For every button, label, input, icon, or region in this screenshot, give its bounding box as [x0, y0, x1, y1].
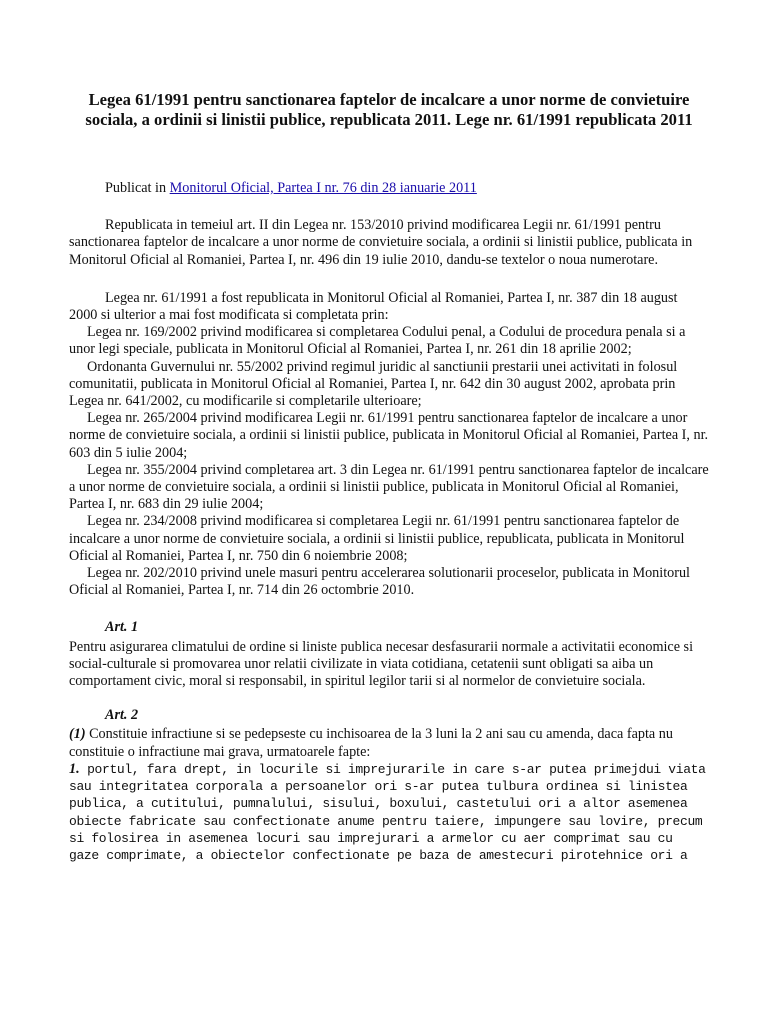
amendment-item: Legea nr. 234/2008 privind modificarea si completarea Legii nr. 61/1991 pentru sanctionarea faptelor de incalcare a unor norme de convietuire sociala, a ordinii si linistii publice, republicata, publicata in Monitorul Oficial al Romaniei, Partea I, nr. 750 din 6 noiembrie 2008;: [69, 513, 685, 564]
article-2-paragraph-1: [69, 726, 709, 760]
article-1-heading: Art. 1: [105, 619, 139, 636]
published-line: [69, 180, 709, 197]
amendment-item: Legea nr. 265/2004 privind modificarea Legii nr. 61/1991 pentru sanctionarea faptelor de incalcare a unor norme de convietuire sociala, a ordinii si linistii publice, publicata in Monitorul Oficial al Romaniei, Partea I, nr. 603 din 5 iulie 2004;: [69, 410, 709, 461]
document-title: Legea 61/1991 pentru sanctionarea faptelor de incalcare a unor norme de convietuire sociala, a ordinii si linistii publice, republicata 2011. Lege nr. 61/1991 republicata 2011: [85, 90, 693, 129]
item-1-text: portul, fara drept, in locurile si imprejurarile in care s-ar putea primejdui viata sau integritatea corporala a persoanelor ori s-ar putea tulbura ordinea si linistea publica, a cutitului, pumnalului, sisului, boxului, castetului ori a altor asemenea obiecte fabricate sau confectionate anume pentru taiere, impungere sau lovire, precum si folosirea in asemenea locuri sau imprejurari a armelor cu aer comprimat sau cu gaze comprimate, a obiectelor confectionate pe baza de amestecuri pirotehnice ori a: [69, 761, 706, 863]
item-1-label: 1.: [69, 760, 80, 777]
republished-note: Republicata in temeiul art. II din Legea nr. 153/2010 privind modificarea Legii nr. 61/1991 pentru sanctionarea faptelor de incalcare a unor norme de convietuire sociala, a ordinii si linistii publice, publicata in Monitorul Oficial al Romaniei, Partea I, nr. 496 din 19 iulie 2010, dandu-se textelor o noua numerotare.: [69, 217, 693, 268]
article-1-body: Pentru asigurarea climatului de ordine si liniste publica necesar desfasurarii normale a activitatii economice si social-culturale si promovarea unor relatii civilizate in viata cotidiana, cetatenii sunt obligati sa aiba un comportament civic, moral si responsabil, in spiritul legilor tarii si al normelor de convietuire sociala.: [69, 638, 694, 690]
paragraph-1-label: (1): [69, 726, 86, 743]
amendment-item: Legea nr. 355/2004 privind completarea art. 3 din Legea nr. 61/1991 pentru sanctionarea faptelor de incalcare a unor norme de convietuire sociala, a ordinii si linistii publice, publicata in Monitorul Oficial al Romaniei, Partea I, nr. 683 din 29 iulie 2004;: [69, 461, 709, 513]
amendment-item: Legea nr. 202/2010 privind unele masuri pentru accelerarea solutionarii proceselor, publicata in Monitorul Oficial al Romaniei, Partea I, nr. 714 din 26 octombrie 2010.: [69, 565, 690, 599]
published-prefix: Publicat in: [105, 180, 170, 196]
amendment-item: Legea nr. 169/2002 privind modificarea si completarea Codului penal, a Codului de procedura penala si a unor legi speciale, publicata in Monitorul Oficial al Romaniei, Partea I, nr. 261 din 18 aprilie 2002;: [69, 324, 686, 358]
article-2-item-1: [69, 761, 709, 864]
document-page: [69, 90, 709, 864]
history-intro: Legea nr. 61/1991 a fost republicata in Monitorul Oficial al Romaniei, Partea I, nr. 387 din 18 august 2000 si ulterior a mai fost modificata si completata prin:: [69, 289, 678, 324]
paragraph-1-text: Constituie infractiune si se pedepseste cu inchisoarea de la 3 luni la 2 ani sau cu amenda, daca fapta nu constituie o infractiune mai grava, urmatoarele fapte:: [69, 726, 673, 760]
amendment-item: Ordonanta Guvernului nr. 55/2002 privind regimul juridic al sanctiunii prestarii unei activitati in folosul comunitatii, publicata in Monitorul Oficial al Romaniei, Partea I, nr. 642 din 30 august 2002, aprobata prin Legea nr. 641/2002, cu modificarile si completarile ulterioare;: [69, 358, 678, 410]
article-2-heading: Art. 2: [105, 707, 139, 724]
monitorul-oficial-link[interactable]: Monitorul Oficial, Partea I nr. 76 din 28 ianuarie 2011: [169, 180, 477, 196]
